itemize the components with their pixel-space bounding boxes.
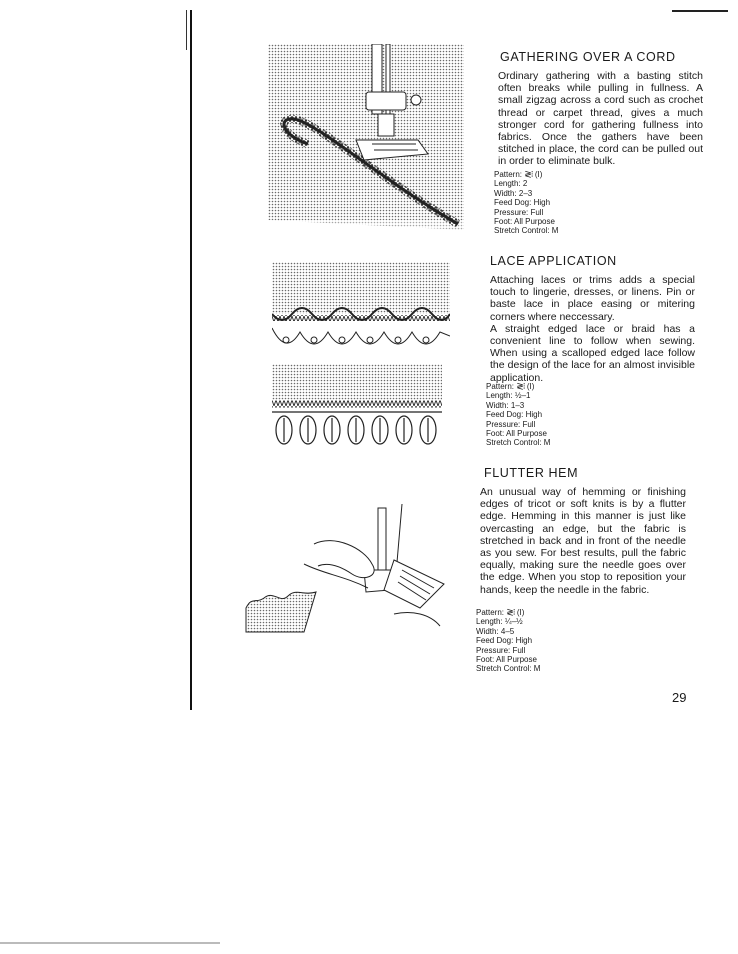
gathering-title: GATHERING OVER A CORD xyxy=(500,50,676,64)
binding-edge xyxy=(190,10,192,710)
pattern-spec: Pattern: ≷⁝ (I) xyxy=(476,607,525,617)
feed-dog-spec: Feed Dog: High xyxy=(486,410,543,420)
zigzag-pattern-icon: ≷⁝ xyxy=(516,381,525,391)
foot-spec: Foot: All Purpose xyxy=(486,429,547,439)
lace-body xyxy=(490,274,695,384)
lace-paragraph: A straight edged lace or braid has a convenient line to follow when sewing. When using a scalloped edged lace follow the design of the lace for an almost invisible application. xyxy=(490,322,695,384)
lace-specs xyxy=(486,382,550,448)
zigzag-pattern-icon: ≷⁝ xyxy=(506,607,515,617)
gathering-paragraph: Ordinary gathering with a basting stitch often breaks while pulling in fullness. A small zigzag across a cord such as crochet thread or carpet thread, gives a much stronger cord for gathering fullness into fabrics. Once the gathers have been stitched in place, the cord can be pulled out in order to eliminate bulk. xyxy=(498,70,703,168)
stretch-spec: Stretch Control: M xyxy=(486,438,551,448)
lace-paragraph: Attaching laces or trims adds a special touch to lingerie, dresses, or linens. Pin or baste lace in place easing or mitering corners where neccessary. xyxy=(490,274,695,323)
flutter-hem-illustration xyxy=(244,504,450,638)
stretch-spec: Stretch Control: M xyxy=(476,664,541,674)
bottom-edge xyxy=(0,942,220,944)
gathering-body xyxy=(498,70,703,168)
width-spec: Width: 4–5 xyxy=(476,626,515,636)
binding-edge-mark xyxy=(186,10,187,50)
lace-title: LACE APPLICATION xyxy=(490,254,617,268)
length-spec: Length: 2 xyxy=(494,179,528,189)
width-spec: Width: 2–3 xyxy=(494,188,533,198)
scalloped-lace-illustration xyxy=(272,262,450,356)
pressure-spec: Pressure: Full xyxy=(476,645,526,655)
foot-spec: Foot: All Purpose xyxy=(476,655,537,665)
feed-dog-spec: Feed Dog: High xyxy=(476,636,533,646)
stretch-spec: Stretch Control: M xyxy=(494,226,559,236)
length-spec: Length: ¼–½ xyxy=(476,617,523,627)
zigzag-pattern-icon: ≷⁝ xyxy=(524,169,533,179)
top-rule xyxy=(672,10,728,12)
pressure-spec: Pressure: Full xyxy=(486,419,536,429)
gathering-specs xyxy=(494,170,558,236)
page-number: 29 xyxy=(672,690,687,705)
width-spec: Width: 1–3 xyxy=(486,400,525,410)
gathering-over-cord-illustration xyxy=(268,44,464,230)
foot-spec: Foot: All Purpose xyxy=(494,217,555,227)
flutter-hem-paragraph: An unusual way of hemming or finishing edges of tricot or soft knits is by a flutter edge. Hemming in this manner is just like overcasting an edge, but the fabric is stretched in back and in front of the needle as you sew. For best results, pull the fabric equally, making sure the needle goes over the edge. When you stop to reposition your hands, keep the needle in the fabric. xyxy=(480,486,686,596)
feed-dog-spec: Feed Dog: High xyxy=(494,198,551,208)
pattern-spec: Pattern: ≷⁝ (I) xyxy=(486,381,535,391)
length-spec: Length: ½–1 xyxy=(486,391,531,401)
pattern-spec: Pattern: ≷⁝ (I) xyxy=(494,169,543,179)
flutter-hem-body xyxy=(480,486,686,596)
flutter-hem-title: FLUTTER HEM xyxy=(484,466,579,480)
straight-lace-illustration xyxy=(272,364,442,448)
flutter-hem-specs xyxy=(476,608,540,674)
pressure-spec: Pressure: Full xyxy=(494,207,544,217)
